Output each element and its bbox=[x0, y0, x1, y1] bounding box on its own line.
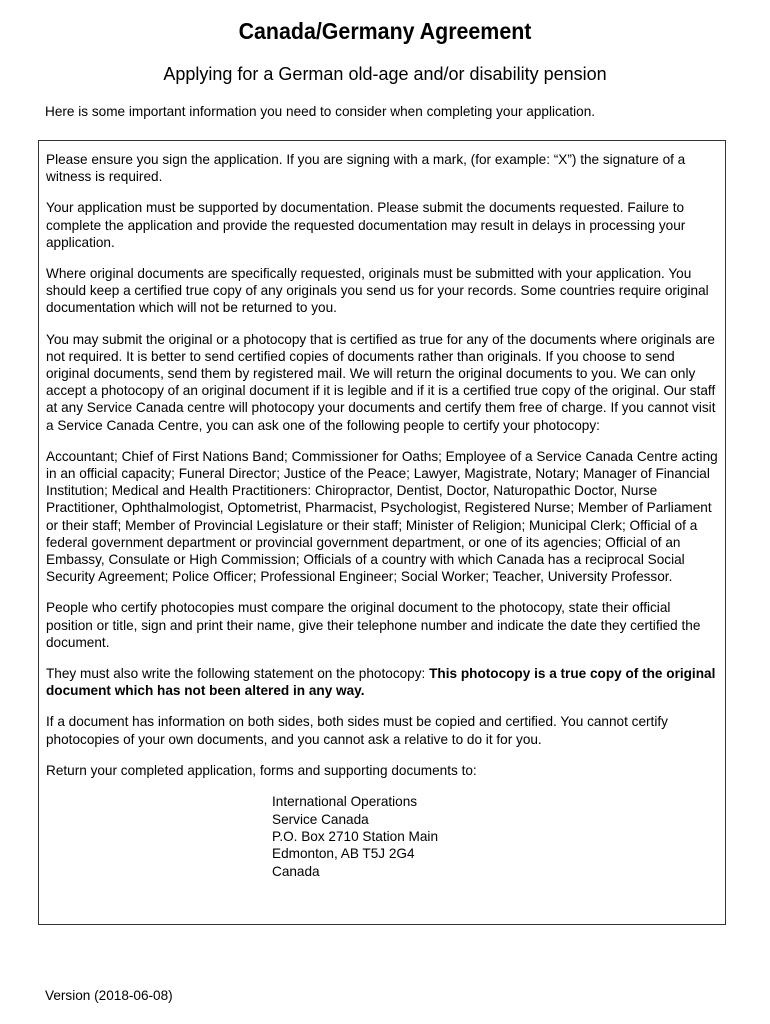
paragraph-originals: Where original documents are specifically requested, originals must be submitted with your application. You should keep a certified true copy of any originals you send us for your records. Some countries require original documentation which will not be returned to you. bbox=[46, 266, 709, 316]
intro-text: Here is some important information you need to consider when completing your application. bbox=[45, 104, 596, 119]
address-line-4: Edmonton, AB T5J 2G4 bbox=[272, 846, 415, 862]
statement-lead: They must also write the following statement on the photocopy: bbox=[46, 666, 430, 682]
document-subtitle: Applying for a German old-age and/or disability pension bbox=[163, 64, 607, 84]
paragraph-statement bbox=[46, 665, 719, 699]
address-line-2: Service Canada bbox=[272, 811, 369, 827]
information-box bbox=[38, 140, 726, 925]
version-label: Version (2018-06-08) bbox=[45, 988, 173, 1003]
paragraph-certification-requirements: People who certify photocopies must compare the original document to the photocopy, state their official position or title, sign and print their name, give their telephone number and indicate the date they certified the document. bbox=[46, 600, 701, 650]
mailing-address bbox=[272, 793, 719, 880]
paragraph-both-sides: If a document has information on both sides, both sides must be copied and certified. You cannot certify photocopies of your own documents, and you cannot ask a relative to do it for you. bbox=[46, 714, 668, 747]
paragraph-certifiers-list: Accountant; Chief of First Nations Band; Commissioner for Oaths; Employee of a Service Canada Centre acting in an official capacity; Funeral Director; Justice of the Peace; Lawyer, Magistrate, Notary; Manager of Financial Institution; Medical and Health Practitioners: Chiropractor, Dentist, Doctor, Naturopathic Doctor, Nurse Practitioner, Ophthalmologist, Optometrist, Pharmacist, Psychologist, Registered Nurse; Member of Parliament or their staff; Member of Provincial Legislature or their staff; Minister of Religion; Municipal Clerk; Official of a federal government department or provincial government department, or one of its agencies; Official of an Embassy, Consulate or High Commission; Officials of a country with which Canada has a reciprocal Social Security Agreement; Police Officer; Professional Engineer; Social Worker; Teacher, University Professor. bbox=[46, 448, 718, 585]
statement-text: This photocopy is a true copy of the original document which has not been altered in any way. bbox=[46, 666, 716, 699]
paragraph-return-instructions: Return your completed application, forms and supporting documents to: bbox=[46, 762, 477, 778]
document-title: Canada/Germany Agreement bbox=[238, 18, 532, 44]
address-line-1: International Operations bbox=[272, 794, 418, 810]
paragraph-signature: Please ensure you sign the application. If you are signing with a mark, (for example: “X”) the signature of a witness is required. bbox=[46, 152, 686, 185]
paragraph-documentation: Your application must be supported by documentation. Please submit the documents requested. Failure to complete the application and provide the requested documentation may result in delays in processing your application. bbox=[46, 200, 686, 250]
address-line-5: Canada bbox=[272, 863, 320, 879]
paragraph-photocopies: You may submit the original or a photocopy that is certified as true for any of the documents where originals are not required. It is better to send certified copies of documents rather than originals. If you choose to send original documents, send them by registered mail. We will return the original documents to you. We can only accept a photocopy of an original document if it is legible and if it is a certified true copy of the original. Our staff at any Service Canada centre will photocopy your documents and certify them free of charge. If you cannot visit a Service Canada Centre, you can ask one of the following people to certify your photocopy: bbox=[46, 331, 716, 433]
address-line-3: P.O. Box 2710 Station Main bbox=[272, 828, 438, 844]
